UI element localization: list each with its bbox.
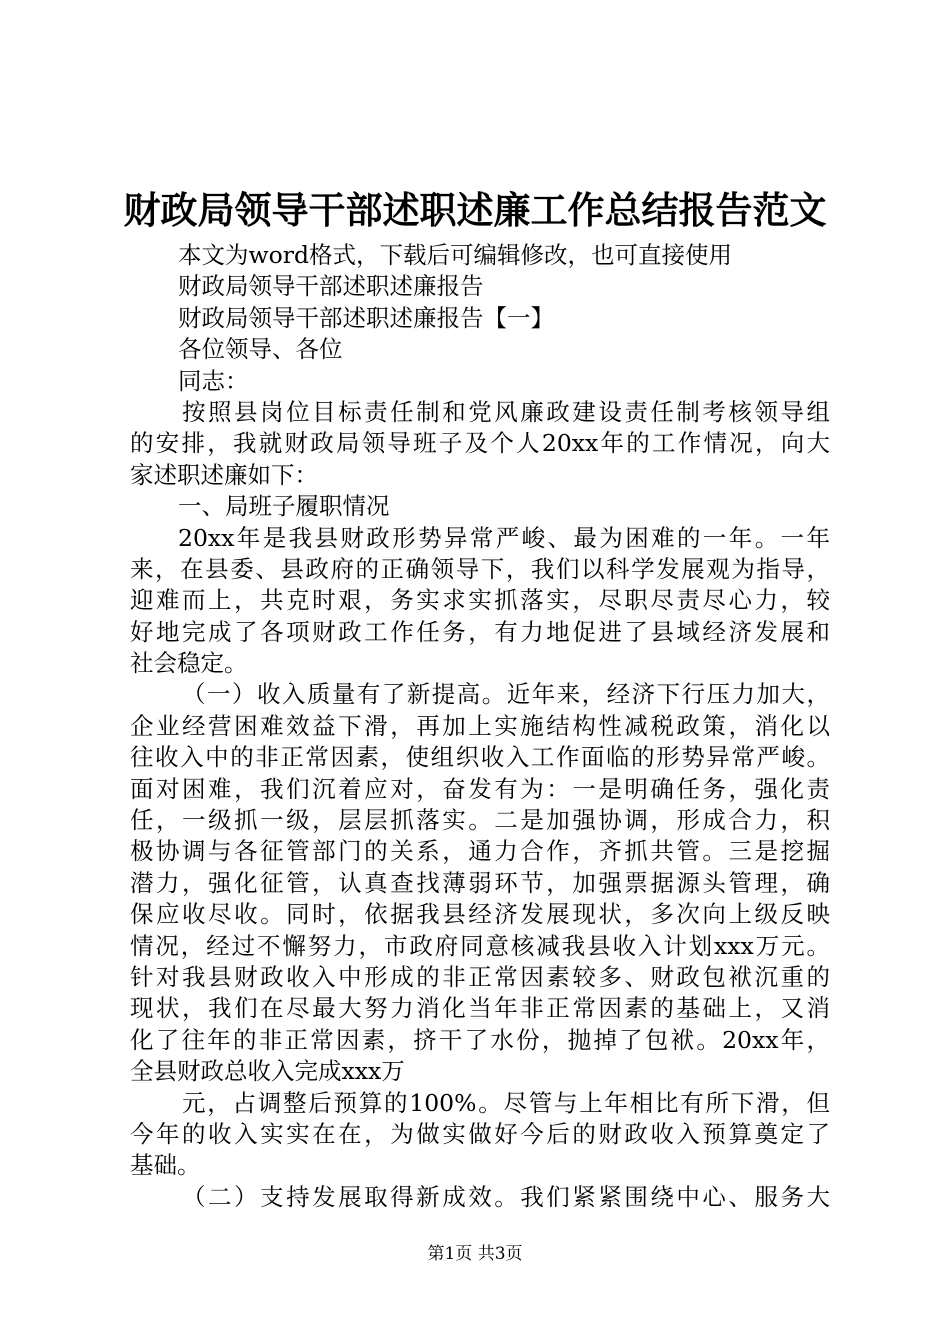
page-footer: 第1页 共3页: [427, 1244, 523, 1264]
body-line: （一）收入质量有了新提高。近年来，经济下行压力加大，: [182, 680, 830, 709]
body-line: 本文为word格式，下载后可编辑修改，也可直接使用: [178, 241, 733, 269]
body-line: 情况，经过不懈努力，市政府同意核减我县收入计划xxx万元。: [130, 931, 830, 960]
body-line: 极协调与各征管部门的关系，通力合作，齐抓共管。三是挖掘: [130, 837, 830, 866]
body-line: 迎难而上，共克时艰，务实求实抓落实，尽职尽责尽心力，较: [130, 586, 830, 615]
body-line: 好地完成了各项财政工作任务，有力地促进了县域经济发展和: [130, 617, 830, 646]
body-line: 往收入中的非正常因素，使组织收入工作面临的形势异常严峻。: [130, 743, 830, 772]
body-line: 面对困难，我们沉着应对，奋发有为：一是明确任务，强化责: [130, 774, 830, 803]
body-line: 一、局班子履职情况: [178, 492, 390, 521]
body-line: 按照县岗位目标责任制和党风廉政建设责任制考核领导组: [182, 397, 830, 426]
body-line: 元，占调整后预算的100%。尽管与上年相比有所下滑，但: [182, 1088, 830, 1117]
body-line: 的安排，我就财政局领导班子及个人20xx年的工作情况，向大: [130, 429, 830, 458]
body-line: 社会稳定。: [130, 649, 248, 678]
body-line: 来，在县委、县政府的正确领导下，我们以科学发展观为指导，: [130, 554, 830, 583]
document-body: [130, 240, 830, 1213]
body-line: 针对我县财政收入中形成的非正常因素较多、财政包袱沉重的: [130, 962, 830, 991]
document-title: 财政局领导干部述职述廉工作总结报告范文: [123, 188, 827, 232]
body-line: 保应收尽收。同时，依据我县经济发展现状，多次向上级反映: [130, 900, 830, 929]
body-line: 化了往年的非正常因素，挤干了水份，抛掉了包袱。20xx年，: [130, 1025, 830, 1054]
body-line: 家述职述廉如下：: [130, 460, 318, 489]
body-line: 财政局领导干部述职述廉报告【一】: [178, 303, 554, 332]
body-line: 任，一级抓一级，层层抓落实。二是加强协调，形成合力，积: [130, 806, 830, 835]
body-line: 全县财政总收入完成xxx万: [130, 1057, 405, 1086]
body-line: 今年的收入实实在在，为做实做好今后的财政收入预算奠定了: [130, 1119, 830, 1148]
body-line: 潜力，强化征管，认真查找薄弱环节，加强票据源头管理，确: [130, 868, 830, 897]
body-line: 现状，我们在尽最大努力消化当年非正常因素的基础上，又消: [130, 994, 830, 1023]
body-line: 同志：: [178, 366, 249, 395]
body-line: 财政局领导干部述职述廉报告: [178, 272, 484, 301]
body-line: 企业经营困难效益下滑，再加上实施结构性减税政策，消化以: [130, 711, 830, 740]
body-line: 基础。: [130, 1151, 201, 1180]
body-line: 各位领导、各位: [178, 335, 343, 364]
body-line: 20xx年是我县财政形势异常严峻、最为困难的一年。一年: [178, 523, 830, 552]
body-line: （二）支持发展取得新成效。我们紧紧围绕中心、服务大: [182, 1182, 830, 1211]
